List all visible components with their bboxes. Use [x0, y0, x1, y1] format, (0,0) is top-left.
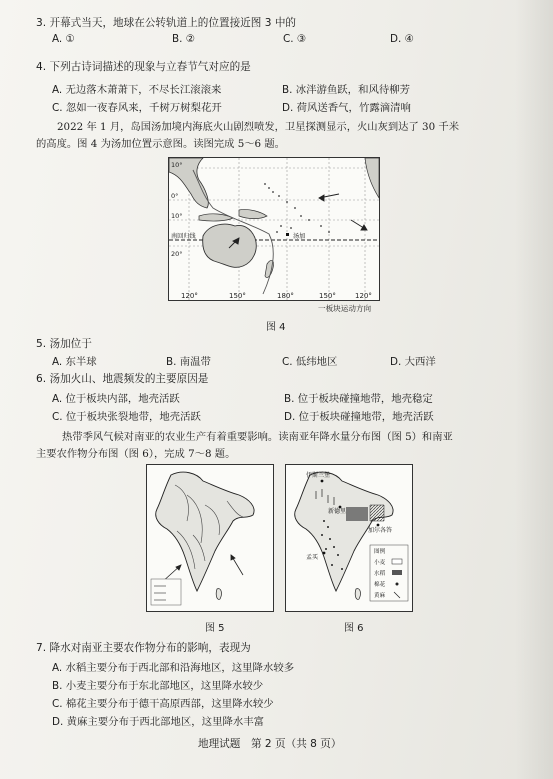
- lon-label-2: 150°: [229, 292, 246, 300]
- question-6-stem: 6. 汤加火山、地震频发的主要原因是: [36, 373, 209, 385]
- islamabad-label: 伊斯兰堡: [306, 472, 331, 479]
- question-6-option-d: D. 位于板块碰撞地带，地壳活跃: [284, 411, 434, 423]
- question-6-option-c: C. 位于板块张裂地带，地壳活跃: [52, 411, 201, 423]
- figure-5-map: [146, 464, 274, 612]
- question-3-option-b: B. ②: [172, 33, 196, 45]
- question-5-stem: 5. 汤加位于: [36, 338, 92, 350]
- figure-6-svg: [286, 465, 412, 611]
- figure-5-caption: 图 5: [205, 623, 225, 634]
- tropic-of-capricorn-label: 南回归线: [171, 233, 196, 240]
- legend-item-rice: 水稻: [374, 571, 386, 577]
- lat-label-2: 0°: [171, 192, 179, 200]
- legend-item-wheat: 小麦: [374, 560, 386, 566]
- new-delhi-label: 新德里: [328, 508, 347, 515]
- question-4-option-c: C. 忽如一夜春风来，千树万树梨花开: [52, 102, 222, 114]
- lon-label-3: 180°: [277, 292, 294, 300]
- kolkata-label: 加尔各答: [368, 527, 393, 534]
- intro-5-6-line-2: 的高度。图 4 为汤加位置示意图。读图完成 5～6 题。: [36, 138, 285, 150]
- question-7-option-a: A. 水稻主要分布于西北部和沿海地区，这里降水较多: [52, 662, 295, 674]
- question-5-option-d: D. 大西洋: [390, 356, 436, 368]
- intro-7-8-line-1: 热带季风气候对南亚的农业生产有着重要影响。读南亚年降水量分布图（图 5）和南亚: [62, 431, 453, 443]
- intro-7-8-line-2: 主要农作物分布图（图 6），完成 7～8 题。: [36, 448, 236, 460]
- page-footer: 地理试题 第 2 页（共 8 页）: [198, 738, 342, 750]
- figure-4-caption: 图 4: [266, 322, 286, 333]
- question-4-option-d: D. 荷风送香气，竹露滴清响: [282, 102, 411, 114]
- question-5-option-a: A. 东半球: [52, 356, 97, 368]
- question-3-option-d: D. ④: [390, 33, 414, 45]
- mumbai-label: 孟买: [306, 554, 319, 561]
- question-6-option-b: B. 位于板块碰撞地带，地壳稳定: [284, 393, 433, 405]
- figure-4-map: [168, 157, 380, 301]
- legend-item-cotton: 棉花: [374, 582, 386, 588]
- figure-6-caption: 图 6: [344, 623, 364, 634]
- figure-5-svg: [147, 465, 273, 611]
- legend-item-jute: 黄麻: [374, 593, 386, 599]
- figure-4-legend: 一板块运动方向: [318, 304, 372, 313]
- figure-4-svg: [169, 158, 379, 300]
- lat-label-3: 10°: [171, 212, 183, 220]
- lon-label-4: 150°: [319, 292, 336, 300]
- lon-label-1: 120°: [181, 292, 198, 300]
- question-7-option-d: D. 黄麻主要分布于西北部地区，这里降水丰富: [52, 716, 265, 728]
- question-7-option-c: C. 棉花主要分布于德干高原西部，这里降水较少: [52, 698, 274, 710]
- question-5-option-c: C. 低纬地区: [282, 356, 338, 368]
- tonga-label: 汤加: [293, 233, 306, 240]
- lon-label-5: 120°: [355, 292, 372, 300]
- question-7-stem: 7. 降水对南亚主要农作物分布的影响，表现为: [36, 642, 251, 654]
- tonga-marker: [286, 233, 289, 236]
- question-4-option-b: B. 冰泮游鱼跃，和风待柳芳: [282, 84, 411, 96]
- question-4-option-a: A. 无边落木萧萧下，不尽长江滚滚来: [52, 84, 222, 96]
- question-3-option-a: A. ①: [52, 33, 75, 45]
- question-3-option-c: C. ③: [283, 33, 307, 45]
- question-5-option-b: B. 南温带: [166, 356, 211, 368]
- paper-edge-shadow: [515, 0, 553, 779]
- question-4-stem: 4. 下列古诗词描述的现象与立春节气对应的是: [36, 61, 251, 73]
- question-6-option-a: A. 位于板块内部，地壳活跃: [52, 393, 180, 405]
- legend-title: 图例: [374, 549, 386, 555]
- figure-6-map: [285, 464, 413, 612]
- lat-label-1: 10°: [171, 161, 183, 169]
- question-3-stem: 3. 开幕式当天，地球在公转轨道上的位置接近图 3 中的: [36, 17, 297, 29]
- question-7-option-b: B. 小麦主要分布于东北部地区，这里降水较少: [52, 680, 264, 692]
- intro-5-6-line-1: 2022 年 1 月，岛国汤加境内海底火山剧烈喷发，卫星探测显示，火山灰到达了 30 千米: [57, 121, 460, 133]
- lat-label-4: 20°: [171, 250, 183, 258]
